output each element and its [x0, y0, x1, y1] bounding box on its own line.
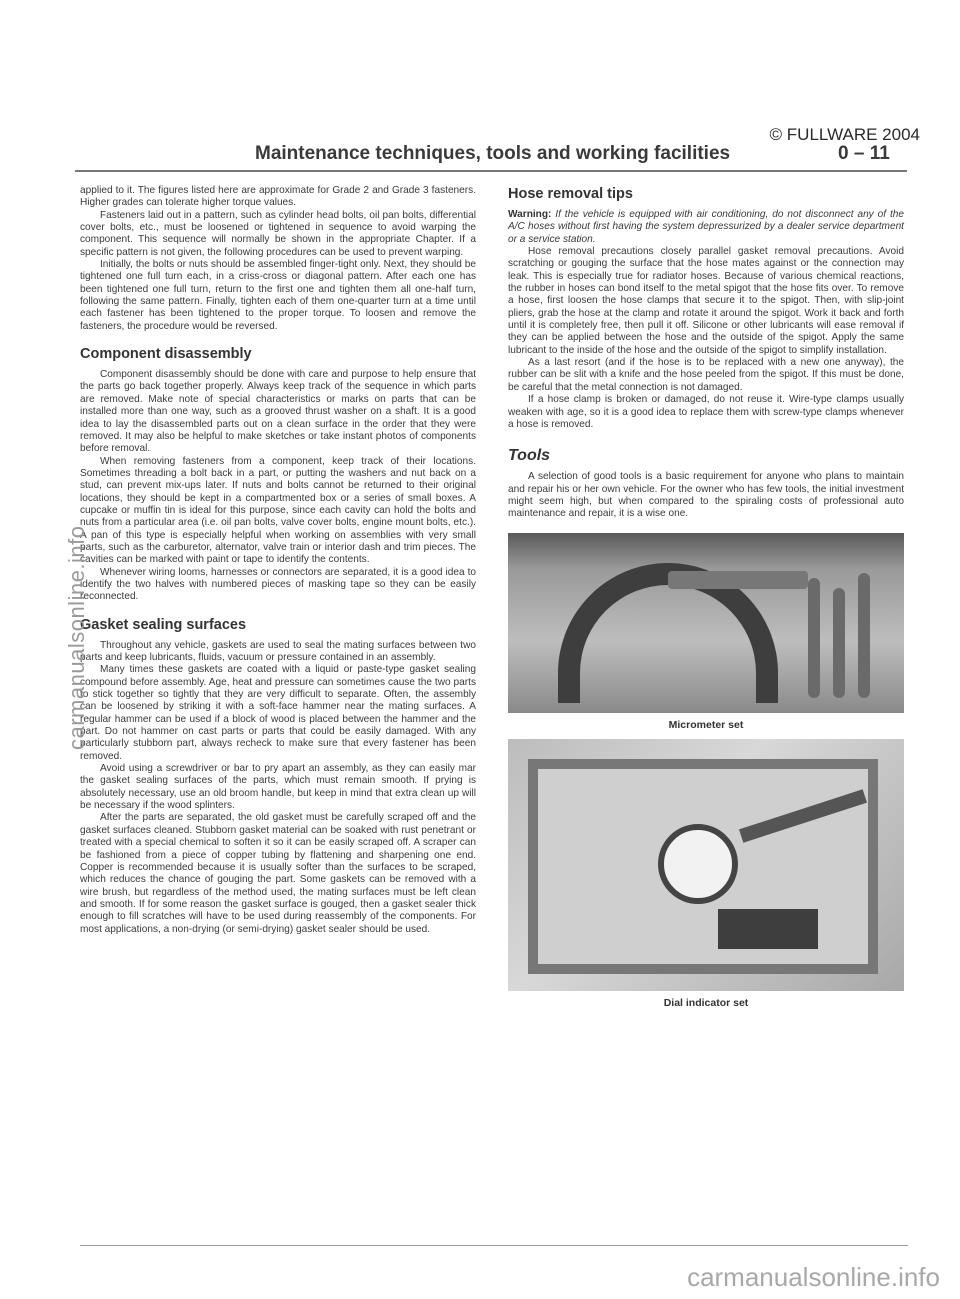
section-heading-tools: Tools — [508, 447, 551, 465]
paragraph: If a hose clamp is broken or damaged, do not reuse it. Wire-type clamps usually weaken with age, so it is a good idea to replace them with screw-type clamps whenever a hose is removed. — [508, 394, 904, 430]
dial-gauge — [658, 824, 738, 904]
standard-rod — [833, 588, 845, 698]
watermark-side-text: carmanualsonline.info — [64, 525, 89, 750]
standard-rod — [858, 573, 870, 698]
standard-rod — [808, 578, 820, 698]
copyright-notice: © FULLWARE 2004 — [769, 125, 920, 144]
photo-caption-dial-indicator: Dial indicator set — [663, 996, 749, 1009]
paragraph: Whenever wiring looms, harnesses or connectors are separated, it is a good idea to identify the two halves with numbered pieces of masking tape so they can be easily reconnected. — [80, 566, 476, 603]
watermark-side — [64, 420, 89, 750]
header-divider — [75, 170, 907, 172]
paragraph: Component disassembly should be done with care and purpose to help ensure that the parts go back together properly. Always keep track of the sequence in which parts are removed. Make note of special characteristics or marks on parts that can be installed more than one way, such as a grooved thrust washer on a shaft. It is a good idea to lay the disassembled parts out on a clean surface in the order that they were removed. It may also be helpful to make sketches or take instant photos of components before removal. — [80, 369, 476, 455]
left-column — [80, 185, 476, 936]
page-header-title: Maintenance techniques, tools and working facilities — [255, 143, 731, 164]
right-column — [508, 185, 904, 1009]
paragraph: Hose removal precautions closely parallel gasket removal precautions. Avoid scratching or gouging the surface that the hose mates against or the connection may leak. This is especially true for radiator hoses. Because of various chemical reactions, the rubber in hoses can bond itself to the metal spigot that the hose fits over. To remove a hose, first loosen the hose clamps that secure it to the spigot. Then, with slip-joint pliers, grab the hose at the clamp and rotate it around the spigot. Work it back and forth until it is completely free, then pull it off. Silicone or other lubricants will ease removal if they can be applied between the hose and the outside of the spigot. Apply the same lubricant to the inside of the hose and the outside of the spigot to simplify installation. — [508, 246, 904, 356]
dial-indicator-arm — [739, 789, 867, 842]
section-heading-component-disassembly: Component disassembly — [80, 346, 252, 363]
watermark-bottom: carmanualsonline.info — [687, 1262, 940, 1292]
warning-text: If the vehicle is equipped with air conditioning, do not disconnect any of the A/C hoses without first having the system depressurized by a dealer service department or a service station. — [508, 209, 904, 245]
dial-indicator-set-photo — [508, 739, 904, 991]
section-heading-hose-removal: Hose removal tips — [508, 186, 633, 202]
paragraph: Many times these gaskets are coated with a liquid or paste-type gasket sealing compound before assembly. Age, heat and pressure can sometimes cause the two parts to stick together so tightly that they are very difficult to separate. Often, the assembly can be loosened by striking it with a soft-face hammer near the mating surfaces. A regular hammer can be used if a block of wood is placed between the hammer and the part. Do not hammer on cast parts or parts that could be easily damaged. With any particularly stubborn part, always recheck to make sure that every fastener has been removed. — [80, 664, 476, 762]
page-number: 0 – 11 — [838, 143, 890, 164]
warning-note — [508, 209, 904, 246]
dial-indicator-clamp — [718, 909, 818, 949]
paragraph: When removing fasteners from a component, keep track of their locations. Sometimes threading a bolt back in a part, or putting the washers and nut back on a stud, can prevent mix-ups later. If nuts and bolts cannot be returned to their original locations, they should be kept in a compartmented box or a series of small boxes. A cupcake or muffin tin is ideal for this purpose, since each cavity can hold the bolts and nuts from a particular area (i.e. oil pan bolts, valve cover bolts, engine mount bolts, etc.). A pan of this type is especially helpful when working on assemblies with very small parts, such as the carburetor, alternator, valve train or interior dash and trim pieces. The cavities can be marked with paint or tape to identify the contents. — [80, 455, 476, 566]
micrometer-spindle — [668, 571, 808, 589]
micrometer-set-photo — [508, 533, 904, 713]
paragraph: After the parts are separated, the old gasket must be carefully scraped off and the gasket surfaces cleaned. Stubborn gasket material can be soaked with rust penetrant or treated with a special chemical to soften it so it can be easily scraped off. A scraper can be fashioned from a piece of copper tubing by flattening and sharpening one end. Copper is recommended because it is usually softer than the surfaces to be scraped, which reduces the chance of gouging the part. Some gaskets can be removed with a wire brush, but regardless of the method used, the mating surfaces must be left clean and smooth. If for some reason the gasket surface is gouged, then a gasket sealer thick enough to fill scratches will have to be used during reassembly of the components. For most applications, a non-drying (or semi-drying) gasket sealer should be used. — [80, 812, 476, 935]
paragraph: Avoid using a screwdriver or bar to pry apart an assembly, as they can easily mar the gasket sealing surfaces of the parts, which must remain smooth. If prying is absolutely necessary, use an old broom handle, but keep in mind that extra clean up will be necessary if the wood splinters. — [80, 763, 476, 812]
photo-caption-micrometer: Micrometer set — [668, 718, 744, 731]
paragraph: As a last resort (and if the hose is to be replaced with a new one anyway), the rubber can be slit with a knife and the hose peeled from the spigot. If this must be done, be careful that the metal connection is not damaged. — [508, 357, 904, 393]
intro-paragraph: applied to it. The figures listed here are approximate for Grade 2 and Grade 3 fasteners. Higher grades can tolerate higher torque values. — [80, 185, 476, 209]
footer-divider — [80, 1245, 908, 1246]
paragraph: Throughout any vehicle, gaskets are used to seal the mating surfaces between two parts and keep lubricants, fluids, vacuum or pressure contained in an assembly. — [80, 639, 476, 663]
paragraph: A selection of good tools is a basic requirement for anyone who plans to maintain and repair his or her own vehicle. For the owner who has few tools, the initial investment might seem high, but when compared to the spiraling costs of professional auto maintenance and repair, it is a wise one. — [508, 471, 904, 520]
warning-label: Warning: — [508, 209, 552, 220]
paragraph: Fasteners laid out in a pattern, such as cylinder head bolts, oil pan bolts, differential cover bolts, etc., must be loosened or tightened in sequence to avoid warping the component. This sequence will normally be shown in the appropriate Chapter. If a specific pattern is not given, the following procedures can be used to prevent warping. — [80, 209, 476, 258]
dial-indicator-case — [528, 759, 878, 974]
paragraph: Initially, the bolts or nuts should be assembled finger-tight only. Next, they should be tightened one full turn each, in a criss-cross or diagonal pattern. After each one has been tightened one full turn, return to the first one and tighten them all one-half turn, following the same pattern. Finally, tighten each of them one-quarter turn at a time until each fastener has been tightened to the proper torque. To loosen and remove the fasteners, the procedure would be reversed. — [80, 259, 476, 332]
section-heading-gasket-sealing: Gasket sealing surfaces — [80, 616, 247, 633]
